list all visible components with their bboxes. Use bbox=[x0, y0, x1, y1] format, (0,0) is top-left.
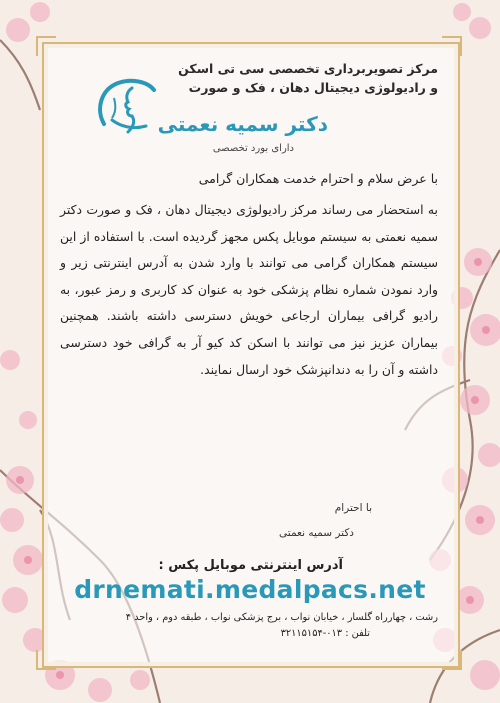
frame-corner bbox=[442, 650, 462, 670]
frame-corner bbox=[36, 36, 56, 56]
phone-number: تلفن : ۰۱۳-۳۲۱۱۵۱۵۴ bbox=[280, 628, 370, 639]
center-title-line2: و رادیولوژی دیجیتال دهان ، فک و صورت bbox=[188, 80, 438, 95]
doctor-name: دکتر سمیه نعمتی bbox=[157, 112, 328, 136]
postal-address: رشت ، چهارراه گلسار ، خیابان نواب ، برج پزشکی نواب ، طبقه دوم ، واحد ۴ bbox=[125, 612, 438, 623]
frame-corner bbox=[442, 36, 462, 56]
address-title: آدرس اینترنتی موبایل پکس : bbox=[158, 558, 343, 573]
greeting: با عرض سلام و احترام خدمت همکاران گرامی bbox=[198, 171, 438, 186]
signature: دکتر سمیه نعمتی bbox=[279, 527, 354, 539]
frame-corner bbox=[36, 650, 56, 670]
letter-body bbox=[60, 197, 438, 383]
center-title-line1: مرکز تصویربرداری تخصصی سی تی اسکن bbox=[178, 61, 438, 76]
board-certification: دارای بورد تخصصی bbox=[212, 143, 294, 154]
regards: با احترام bbox=[334, 502, 372, 514]
face-profile-logo-icon bbox=[92, 76, 158, 138]
letter-body-text: به استحضار می رساند مرکز رادیولوژی دیجیتال دهان ، فک و صورت دکتر سمیه نعمتی به سیستم موبایل پکس مجهز گردیده است. با استفاده از این سیستم همکاران گرامی می توانند با وارد شدن به آدرس اینترنتی زیر و وارد نمودن شماره نظام پزشکی خود به عنوان کد کاربری و رمز عبور، به رادیو گرافی بیماران ارجاعی خویش دسترسی داشته باشند. همچنین بیماران عزیز نیز می توانند با اسکن کد کیو آر به گرافی خود دسترسی داشته و آن را به دندانپزشک خود ارسال نمایند. bbox=[60, 202, 438, 377]
website-link[interactable]: drnemati.medalpacs.net bbox=[74, 575, 426, 604]
